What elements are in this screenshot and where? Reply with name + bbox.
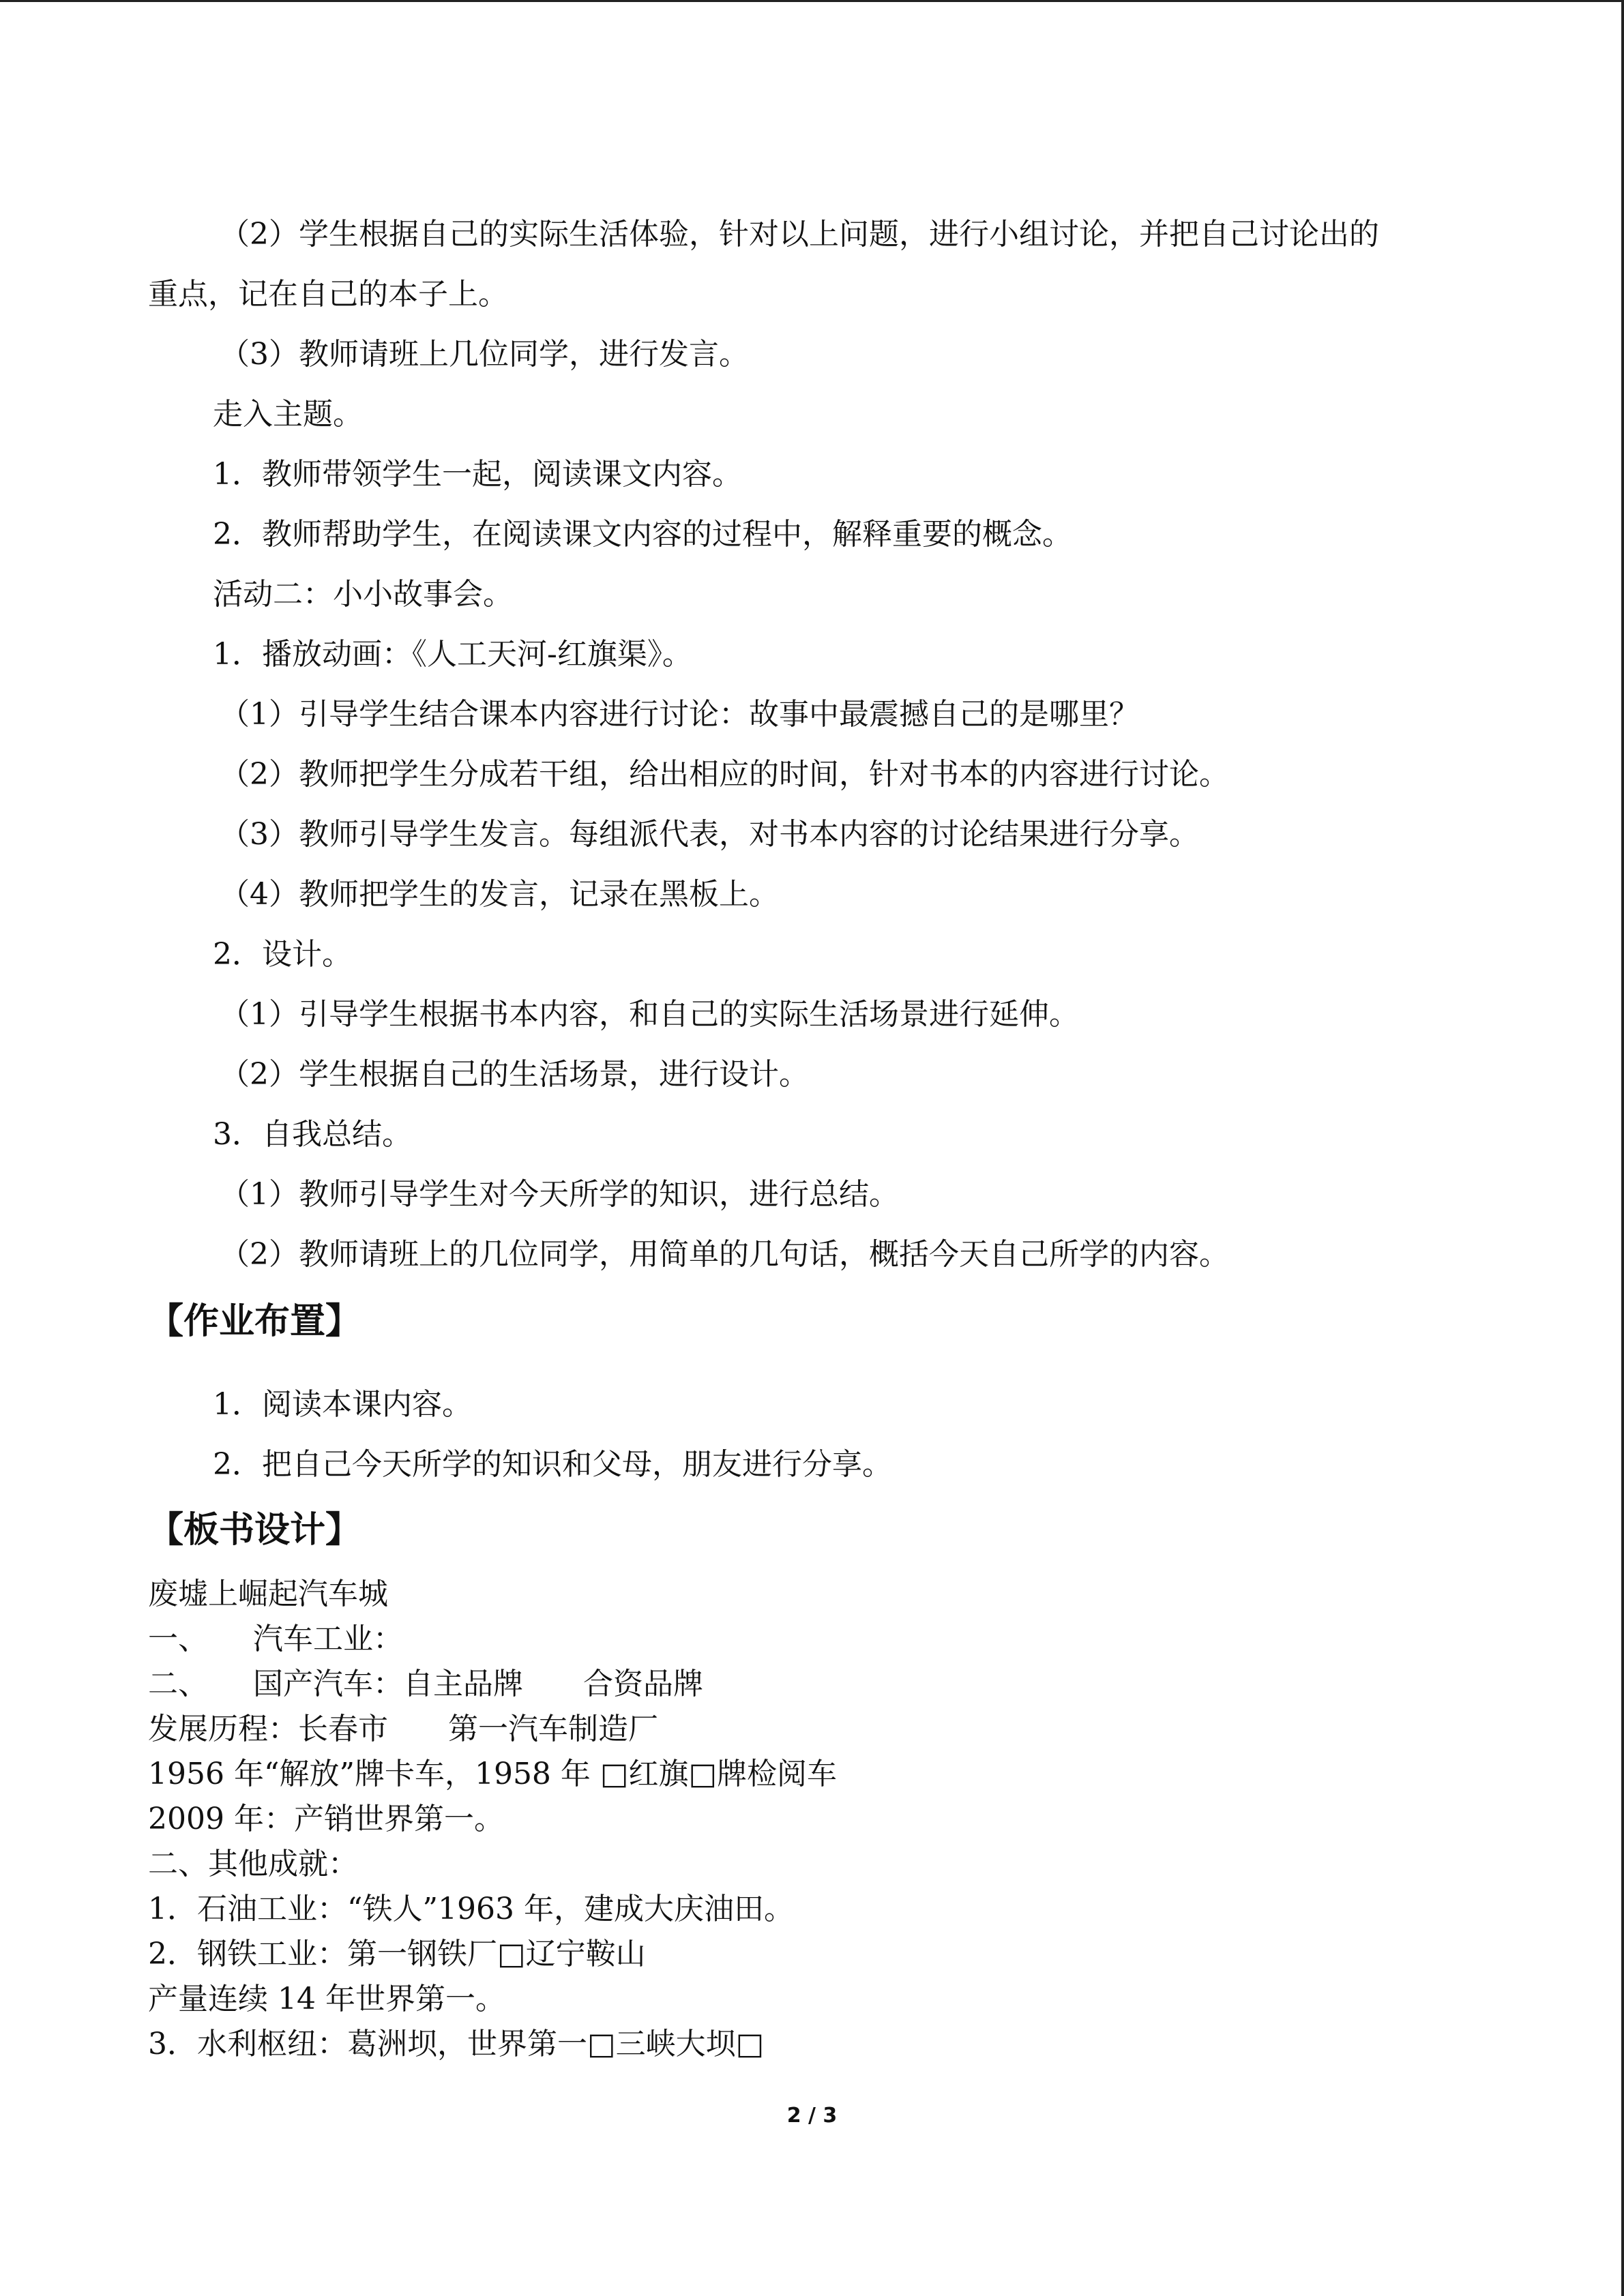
homework-item: 1．阅读本课内容。 <box>213 1387 472 1422</box>
board-line: 3．水利枢纽：葛洲坝，世界第一□三峡大坝□ <box>148 2027 765 2061</box>
page-border-top <box>0 0 1624 2</box>
homework-item: 2．把自己今天所学的知识和父母，朋友进行分享。 <box>213 1447 892 1482</box>
body-line: （3）教师引导学生发言。每组派代表，对书本内容的讨论结果进行分享。 <box>220 817 1199 852</box>
board-line: 二、 国产汽车：自主品牌 合资品牌 <box>148 1667 703 1701</box>
board-line: 2009 年：产销世界第一。 <box>148 1802 504 1836</box>
board-line: 1956 年“解放”牌卡车，1958 年 □红旗□牌检阅车 <box>148 1757 838 1791</box>
body-line: 1．播放动画：《人工天河-红旗渠》。 <box>213 637 692 672</box>
body-line: （1）教师引导学生对今天所学的知识，进行总结。 <box>220 1177 899 1212</box>
homework-heading: 【作业布置】 <box>148 1301 361 1342</box>
body-line: 走入主题。 <box>213 397 363 432</box>
board-line: 1．石油工业：“铁人”1963 年，建成大庆油田。 <box>148 1892 794 1926</box>
body-line: 2．教师帮助学生，在阅读课文内容的过程中，解释重要的概念。 <box>213 517 1072 552</box>
board-line: 发展历程：长春市 第一汽车制造厂 <box>148 1712 658 1746</box>
board-line: 一、 汽车工业： <box>148 1622 403 1656</box>
body-line: （2）学生根据自己的实际生活体验，针对以上问题，进行小组讨论，并把自己讨论出的 <box>220 217 1379 252</box>
board-line: 产量连续 14 年世界第一。 <box>148 1982 505 2016</box>
body-line: （1）引导学生结合课本内容进行讨论：故事中最震撼自己的是哪里？ <box>220 697 1139 732</box>
page-border-right <box>1621 0 1624 2296</box>
body-line: （2）学生根据自己的生活场景，进行设计。 <box>220 1057 809 1092</box>
body-line: （4）教师把学生的发言，记录在黑板上。 <box>220 877 779 912</box>
board-line: 二、其他成就： <box>148 1847 358 1881</box>
body-line: 3．自我总结。 <box>213 1117 412 1152</box>
body-line: （3）教师请班上几位同学，进行发言。 <box>220 337 749 372</box>
body-line: 1．教师带领学生一起，阅读课文内容。 <box>213 457 742 492</box>
body-line: 活动二：小小故事会。 <box>213 577 513 612</box>
body-line: （2）教师把学生分成若干组，给出相应的时间，针对书本的内容进行讨论。 <box>220 757 1229 792</box>
body-line: （2）教师请班上的几位同学，用简单的几句话，概括今天自己所学的内容。 <box>220 1237 1229 1272</box>
body-line: 重点，记在自己的本子上。 <box>148 277 508 312</box>
page-number: 2 / 3 <box>786 2104 838 2128</box>
board-design-heading: 【板书设计】 <box>148 1510 361 1551</box>
body-line: 2．设计。 <box>213 937 352 972</box>
board-line: 废墟上崛起汽车城 <box>148 1577 388 1611</box>
body-line: （1）引导学生根据书本内容，和自己的实际生活场景进行延伸。 <box>220 997 1079 1032</box>
board-line: 2．钢铁工业：第一钢铁厂□辽宁鞍山 <box>148 1937 646 1971</box>
